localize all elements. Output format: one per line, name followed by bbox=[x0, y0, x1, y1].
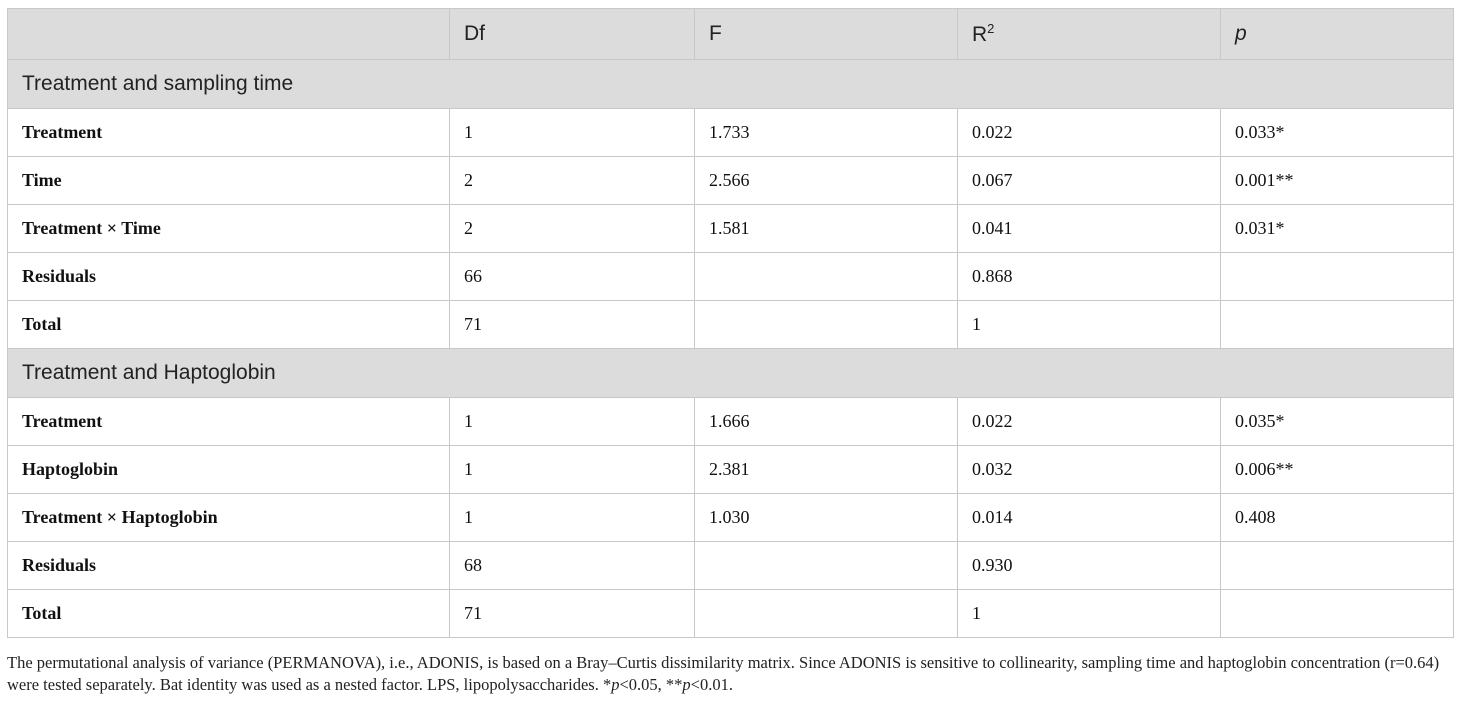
cell-f bbox=[695, 301, 958, 349]
cell-p bbox=[1221, 253, 1454, 301]
header-f: F bbox=[695, 9, 958, 60]
cell-df: 2 bbox=[450, 205, 695, 253]
cell-df: 2 bbox=[450, 157, 695, 205]
cell-r2: 1 bbox=[958, 301, 1221, 349]
footnote-mid: <0.05, ** bbox=[619, 675, 683, 694]
cell-p: 0.033* bbox=[1221, 109, 1454, 157]
cell-f: 1.666 bbox=[695, 398, 958, 446]
cell-f bbox=[695, 253, 958, 301]
cell-p bbox=[1221, 542, 1454, 590]
cell-r2: 0.930 bbox=[958, 542, 1221, 590]
footnote-p-symbol: p bbox=[682, 675, 691, 694]
row-label: Treatment × Time bbox=[8, 205, 450, 253]
footnote-end: <0.01. bbox=[690, 675, 733, 694]
table-row bbox=[8, 301, 1454, 349]
section-title: Treatment and sampling time bbox=[8, 60, 1454, 109]
anova-table-container bbox=[7, 8, 1453, 638]
header-blank bbox=[8, 9, 450, 60]
header-r2 bbox=[958, 9, 1221, 60]
header-p: p bbox=[1221, 9, 1454, 60]
cell-df: 66 bbox=[450, 253, 695, 301]
cell-f bbox=[695, 542, 958, 590]
table-row bbox=[8, 109, 1454, 157]
cell-p: 0.001** bbox=[1221, 157, 1454, 205]
table-footnote bbox=[7, 652, 1453, 696]
table-row bbox=[8, 590, 1454, 638]
cell-f: 1.030 bbox=[695, 494, 958, 542]
footnote-main: The permutational analysis of variance (PERMANOVA), i.e., ADONIS, is based on a Bray–Curtis dissimilarity matrix. Since ADONIS is sensitive to collinearity, sampling time and haptoglobin concentration (r=0.64) were tested separately. Bat identity was used as a nested factor. LPS, lipopolysaccharides. * bbox=[7, 653, 1440, 694]
cell-p: 0.408 bbox=[1221, 494, 1454, 542]
cell-df: 1 bbox=[450, 494, 695, 542]
header-r2-sup: 2 bbox=[987, 21, 995, 36]
cell-p: 0.006** bbox=[1221, 446, 1454, 494]
row-label: Residuals bbox=[8, 542, 450, 590]
table-row bbox=[8, 542, 1454, 590]
cell-df: 71 bbox=[450, 590, 695, 638]
section-row bbox=[8, 60, 1454, 109]
cell-r2: 0.067 bbox=[958, 157, 1221, 205]
cell-df: 1 bbox=[450, 109, 695, 157]
row-label: Time bbox=[8, 157, 450, 205]
section-title: Treatment and Haptoglobin bbox=[8, 349, 1454, 398]
cell-r2: 0.014 bbox=[958, 494, 1221, 542]
row-label: Treatment bbox=[8, 109, 450, 157]
header-row bbox=[8, 9, 1454, 60]
cell-f: 1.733 bbox=[695, 109, 958, 157]
table-row bbox=[8, 205, 1454, 253]
section-row bbox=[8, 349, 1454, 398]
cell-f bbox=[695, 590, 958, 638]
cell-p bbox=[1221, 590, 1454, 638]
cell-f: 2.381 bbox=[695, 446, 958, 494]
cell-df: 71 bbox=[450, 301, 695, 349]
cell-df: 68 bbox=[450, 542, 695, 590]
row-label: Haptoglobin bbox=[8, 446, 450, 494]
cell-df: 1 bbox=[450, 398, 695, 446]
row-label: Residuals bbox=[8, 253, 450, 301]
cell-p: 0.031* bbox=[1221, 205, 1454, 253]
cell-r2: 0.041 bbox=[958, 205, 1221, 253]
permanova-table bbox=[7, 8, 1454, 638]
table-row bbox=[8, 398, 1454, 446]
footnote-p-symbol: p bbox=[611, 675, 620, 694]
row-label: Treatment × Haptoglobin bbox=[8, 494, 450, 542]
cell-r2: 0.022 bbox=[958, 398, 1221, 446]
header-df: Df bbox=[450, 9, 695, 60]
row-label: Treatment bbox=[8, 398, 450, 446]
header-r2-base: R bbox=[972, 23, 988, 46]
row-label: Total bbox=[8, 590, 450, 638]
cell-df: 1 bbox=[450, 446, 695, 494]
cell-p bbox=[1221, 301, 1454, 349]
cell-r2: 0.022 bbox=[958, 109, 1221, 157]
table-row bbox=[8, 253, 1454, 301]
cell-p: 0.035* bbox=[1221, 398, 1454, 446]
table-row bbox=[8, 446, 1454, 494]
row-label: Total bbox=[8, 301, 450, 349]
cell-r2: 0.032 bbox=[958, 446, 1221, 494]
cell-f: 1.581 bbox=[695, 205, 958, 253]
cell-r2: 0.868 bbox=[958, 253, 1221, 301]
cell-f: 2.566 bbox=[695, 157, 958, 205]
table-row bbox=[8, 157, 1454, 205]
table-row bbox=[8, 494, 1454, 542]
cell-r2: 1 bbox=[958, 590, 1221, 638]
